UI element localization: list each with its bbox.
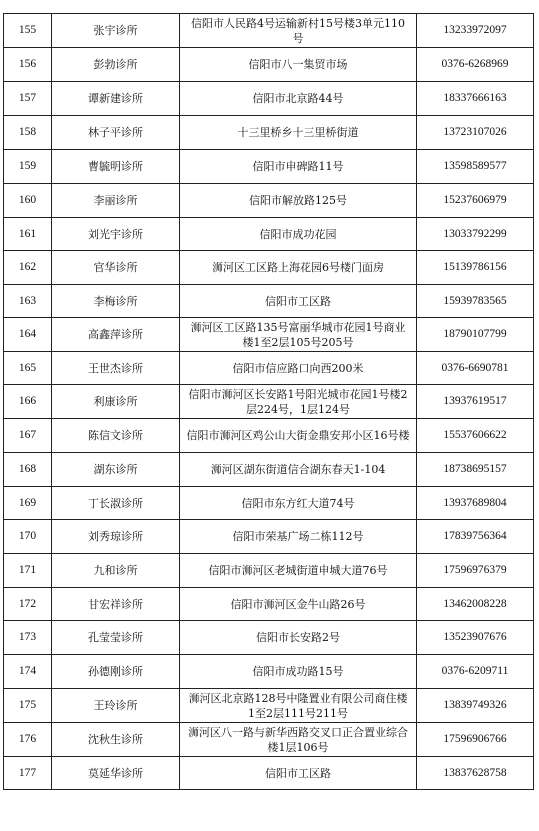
clinic-address: 浉河区工区路135号富丽华城市花园1号商业楼1至2层105号205号 [180,318,417,352]
row-number: 166 [4,385,52,419]
clinic-phone: 13033792299 [417,218,534,251]
clinic-address: 信阳市人民路4号运输新村15号楼3单元110号 [180,14,417,48]
row-number: 158 [4,116,52,150]
clinic-phone: 13233972097 [417,14,534,48]
clinic-table [3,13,534,790]
clinic-address: 信阳市北京路44号 [180,82,417,116]
clinic-name: 王玲诊所 [52,689,180,723]
row-number: 173 [4,621,52,655]
row-number: 177 [4,757,52,790]
clinic-phone: 17839756364 [417,520,534,554]
table-row [4,723,534,757]
row-number: 164 [4,318,52,352]
clinic-phone: 17596976379 [417,554,534,588]
clinic-name: 林子平诊所 [52,116,180,150]
clinic-phone: 13523907676 [417,621,534,655]
clinic-name: 谭新建诊所 [52,82,180,116]
table-row [4,285,534,318]
clinic-name: 利康诊所 [52,385,180,419]
clinic-name: 王世杰诊所 [52,352,180,385]
row-number: 165 [4,352,52,385]
clinic-name: 孔莹莹诊所 [52,621,180,655]
clinic-phone: 13839749326 [417,689,534,723]
row-number: 157 [4,82,52,116]
clinic-name: 张宇诊所 [52,14,180,48]
clinic-name: 甘宏祥诊所 [52,588,180,621]
row-number: 175 [4,689,52,723]
table-row [4,757,534,790]
table-row [4,352,534,385]
table-row [4,655,534,689]
table-row [4,82,534,116]
clinic-address: 信阳市东方红大道74号 [180,487,417,520]
clinic-name: 官华诊所 [52,251,180,285]
row-number: 161 [4,218,52,251]
clinic-address: 信阳市解放路125号 [180,184,417,218]
table-row [4,14,534,48]
row-number: 155 [4,14,52,48]
clinic-phone: 15139786156 [417,251,534,285]
clinic-address: 信阳市长安路2号 [180,621,417,655]
clinic-address: 信阳市八一集贸市场 [180,48,417,82]
clinic-address: 信阳市浉河区老城街道申城大道76号 [180,554,417,588]
clinic-address: 信阳市成功路15号 [180,655,417,689]
clinic-phone: 0376-6690781 [417,352,534,385]
clinic-phone: 13723107026 [417,116,534,150]
clinic-name: 九和诊所 [52,554,180,588]
clinic-phone: 0376-6209711 [417,655,534,689]
clinic-phone: 13937689804 [417,487,534,520]
table-row [4,520,534,554]
clinic-name: 李丽诊所 [52,184,180,218]
clinic-table-container [3,13,533,790]
clinic-phone: 18337666163 [417,82,534,116]
clinic-address: 信阳市浉河区鸡公山大街金鼎安邦小区16号楼 [180,419,417,453]
table-row [4,689,534,723]
row-number: 167 [4,419,52,453]
table-row [4,419,534,453]
clinic-address: 信阳市浉河区长安路1号阳光城市花园1号楼2层224号，1层124号 [180,385,417,419]
clinic-address: 浉河区工区路上海花园6号楼门面房 [180,251,417,285]
clinic-name: 沈秋生诊所 [52,723,180,757]
table-row [4,621,534,655]
clinic-name: 湖东诊所 [52,453,180,487]
table-row [4,251,534,285]
clinic-address: 浉河区湖东街道信合湖东春天1-104 [180,453,417,487]
clinic-name: 李梅诊所 [52,285,180,318]
clinic-address: 信阳市工区路 [180,285,417,318]
clinic-name: 孙德刚诊所 [52,655,180,689]
clinic-address: 信阳市工区路 [180,757,417,790]
clinic-phone: 13462008228 [417,588,534,621]
clinic-phone: 13837628758 [417,757,534,790]
clinic-phone: 18790107799 [417,318,534,352]
row-number: 171 [4,554,52,588]
clinic-name: 刘光宇诊所 [52,218,180,251]
table-row [4,116,534,150]
row-number: 169 [4,487,52,520]
table-row [4,150,534,184]
table-row [4,453,534,487]
clinic-name: 曹毓明诊所 [52,150,180,184]
clinic-address: 信阳市申碑路11号 [180,150,417,184]
clinic-name: 彭勃诊所 [52,48,180,82]
row-number: 172 [4,588,52,621]
row-number: 160 [4,184,52,218]
table-row [4,385,534,419]
table-row [4,48,534,82]
clinic-address: 信阳市浉河区金牛山路26号 [180,588,417,621]
row-number: 176 [4,723,52,757]
table-row [4,318,534,352]
clinic-phone: 18738695157 [417,453,534,487]
row-number: 168 [4,453,52,487]
clinic-name: 刘秀琼诊所 [52,520,180,554]
clinic-phone: 15537606622 [417,419,534,453]
table-row [4,554,534,588]
table-row [4,588,534,621]
clinic-phone: 15237606979 [417,184,534,218]
clinic-phone: 17596906766 [417,723,534,757]
clinic-address: 十三里桥乡十三里桥街道 [180,116,417,150]
row-number: 162 [4,251,52,285]
clinic-address: 浉河区北京路128号中隆置业有限公司商住楼1至2层111号211号 [180,689,417,723]
clinic-name: 高鑫萍诊所 [52,318,180,352]
row-number: 156 [4,48,52,82]
clinic-name: 陈信文诊所 [52,419,180,453]
table-row [4,487,534,520]
clinic-phone: 13598589577 [417,150,534,184]
table-row [4,218,534,251]
clinic-address: 信阳市信应路口向西200米 [180,352,417,385]
row-number: 163 [4,285,52,318]
clinic-table-body [4,14,534,790]
row-number: 159 [4,150,52,184]
row-number: 174 [4,655,52,689]
table-row [4,184,534,218]
clinic-phone: 13937619517 [417,385,534,419]
clinic-address: 信阳市荣基广场二栋112号 [180,520,417,554]
clinic-phone: 15939783565 [417,285,534,318]
clinic-address: 浉河区八一路与新华西路交叉口正合置业综合楼1层106号 [180,723,417,757]
clinic-name: 丁长淑诊所 [52,487,180,520]
clinic-address: 信阳市成功花园 [180,218,417,251]
row-number: 170 [4,520,52,554]
clinic-phone: 0376-6268969 [417,48,534,82]
clinic-name: 莫延华诊所 [52,757,180,790]
